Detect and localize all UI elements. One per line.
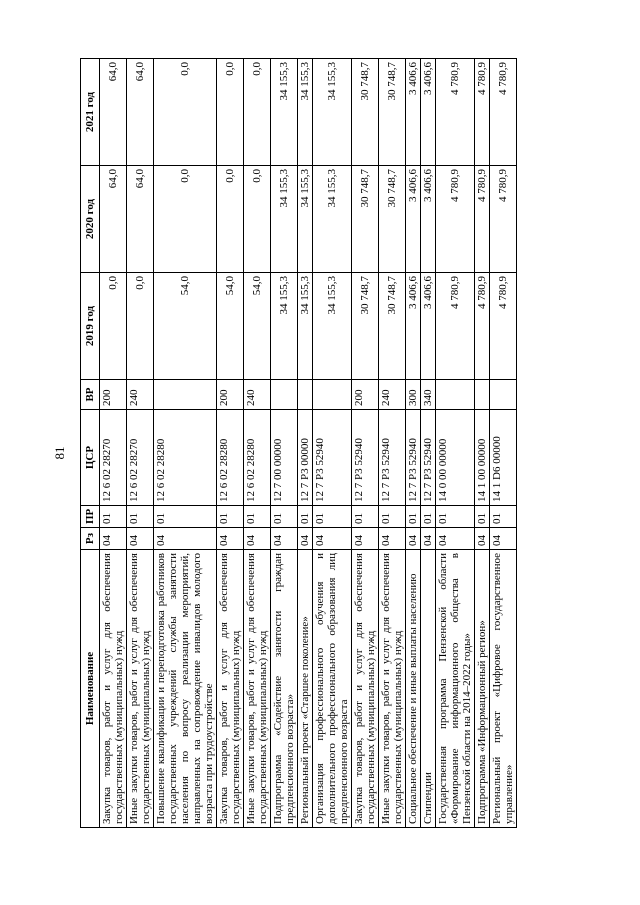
table-row — [490, 59, 517, 828]
cell-2020: 4 780,9 — [436, 166, 475, 273]
cell-name: Иные закупки товаров, работ и услуг для обеспечения государственных (муниципальных) нужд — [244, 550, 271, 828]
cell-csr: 12 6 02 28270 — [100, 410, 127, 506]
table-row — [379, 59, 406, 828]
table-row — [313, 59, 352, 828]
cell-csr: 12 7 P3 00000 — [298, 410, 313, 506]
cell-rz: 04 — [100, 528, 127, 550]
cell-name: Повышение квалификации и переподготовка работников государственных учреждений службы занятости населения по вопросу реализации мероприятий, направленных на сопровождение инвалидов молодого возраста при трудоустройстве — [154, 550, 217, 828]
cell-2019: 34 155,3 — [271, 273, 298, 380]
cell-pr: 01 — [217, 506, 244, 528]
cell-rz: 04 — [244, 528, 271, 550]
cell-2021: 3 406,6 — [406, 59, 421, 166]
cell-2020: 64,0 — [127, 166, 154, 273]
cell-rz: 04 — [352, 528, 379, 550]
cell-2019: 30 748,7 — [379, 273, 406, 380]
cell-vr — [313, 380, 352, 410]
cell-2020: 4 780,9 — [475, 166, 490, 273]
cell-name: Региональный проект «Старшее поколение» — [298, 550, 313, 828]
cell-rz: 04 — [475, 528, 490, 550]
cell-2019: 34 155,3 — [298, 273, 313, 380]
cell-name: Государственная программа Пензенской области «Формирование информационного общества в Пензенской области на 2014–2022 годы» — [436, 550, 475, 828]
table-row — [436, 59, 475, 828]
header-2019: 2019 год — [81, 273, 100, 380]
cell-vr: 240 — [379, 380, 406, 410]
cell-rz: 04 — [406, 528, 421, 550]
cell-2019: 4 780,9 — [475, 273, 490, 380]
cell-pr: 01 — [313, 506, 352, 528]
header-rz: Рз — [81, 528, 100, 550]
cell-vr — [154, 380, 217, 410]
cell-pr: 01 — [421, 506, 436, 528]
cell-name: Иные закупки товаров, работ и услуг для обеспечения государственных (муниципальных) нужд — [127, 550, 154, 828]
cell-csr: 12 7 P3 52940 — [352, 410, 379, 506]
cell-csr: 14 1 D6 00000 — [490, 410, 517, 506]
cell-pr: 01 — [436, 506, 475, 528]
table-row — [475, 59, 490, 828]
cell-vr — [436, 380, 475, 410]
cell-csr: 14 1 00 00000 — [475, 410, 490, 506]
cell-vr — [490, 380, 517, 410]
cell-2021: 0,0 — [154, 59, 217, 166]
cell-rz: 04 — [127, 528, 154, 550]
cell-vr — [475, 380, 490, 410]
cell-2020: 3 406,6 — [421, 166, 436, 273]
cell-vr: 340 — [421, 380, 436, 410]
cell-pr: 01 — [379, 506, 406, 528]
cell-2021: 30 748,7 — [379, 59, 406, 166]
cell-2021: 30 748,7 — [352, 59, 379, 166]
cell-pr: 01 — [475, 506, 490, 528]
cell-2021: 34 155,3 — [298, 59, 313, 166]
cell-name: Закупка товаров, работ и услуг для обеспечения государственных (муниципальных) нужд — [100, 550, 127, 828]
cell-rz: 04 — [421, 528, 436, 550]
table-row — [406, 59, 421, 828]
cell-name: Региональный проект «Цифровое государственное управление» — [490, 550, 517, 828]
cell-name: Социальное обеспечение и иные выплаты населению — [406, 550, 421, 828]
table-row — [244, 59, 271, 828]
header-name: Наименование — [81, 550, 100, 828]
cell-rz: 04 — [154, 528, 217, 550]
cell-pr: 01 — [100, 506, 127, 528]
cell-csr: 12 7 P3 52940 — [379, 410, 406, 506]
header-2020: 2020 год — [81, 166, 100, 273]
cell-vr: 200 — [352, 380, 379, 410]
cell-2021: 4 780,9 — [475, 59, 490, 166]
cell-2019: 4 780,9 — [436, 273, 475, 380]
header-vr: ВР — [81, 380, 100, 410]
table-row — [298, 59, 313, 828]
cell-rz: 04 — [313, 528, 352, 550]
cell-vr — [298, 380, 313, 410]
table-row — [352, 59, 379, 828]
cell-2020: 4 780,9 — [490, 166, 517, 273]
cell-2019: 34 155,3 — [313, 273, 352, 380]
cell-2021: 3 406,6 — [421, 59, 436, 166]
cell-2021: 64,0 — [127, 59, 154, 166]
cell-vr — [271, 380, 298, 410]
cell-2019: 4 780,9 — [490, 273, 517, 380]
cell-vr: 300 — [406, 380, 421, 410]
cell-name: Подпрограмма «Информационный регион» — [475, 550, 490, 828]
cell-2019: 3 406,6 — [406, 273, 421, 380]
cell-2019: 0,0 — [100, 273, 127, 380]
cell-name: Стипендии — [421, 550, 436, 828]
cell-2019: 3 406,6 — [421, 273, 436, 380]
rotated-page-content — [80, 60, 560, 828]
cell-pr: 01 — [271, 506, 298, 528]
table-row — [217, 59, 244, 828]
cell-rz: 04 — [379, 528, 406, 550]
cell-name: Иные закупки товаров, работ и услуг для обеспечения государственных (муниципальных) нужд — [379, 550, 406, 828]
cell-csr: 12 6 02 28280 — [217, 410, 244, 506]
cell-vr: 240 — [127, 380, 154, 410]
cell-vr: 240 — [244, 380, 271, 410]
cell-2020: 34 155,3 — [271, 166, 298, 273]
cell-csr: 12 7 P3 52940 — [313, 410, 352, 506]
header-csr: ЦСР — [81, 410, 100, 506]
page-number: 81 — [52, 446, 67, 460]
cell-2021: 64,0 — [100, 59, 127, 166]
cell-vr: 200 — [217, 380, 244, 410]
cell-rz: 04 — [490, 528, 517, 550]
cell-pr: 01 — [406, 506, 421, 528]
cell-2021: 0,0 — [244, 59, 271, 166]
cell-name: Закупка товаров, работ и услуг для обеспечения государственных (муниципальных) нужд — [352, 550, 379, 828]
cell-rz: 04 — [217, 528, 244, 550]
cell-csr: 12 7 00 00000 — [271, 410, 298, 506]
cell-2020: 64,0 — [100, 166, 127, 273]
header-pr: ПР — [81, 506, 100, 528]
cell-csr: 12 7 P3 52940 — [421, 410, 436, 506]
cell-2020: 30 748,7 — [379, 166, 406, 273]
cell-csr: 12 6 02 28280 — [154, 410, 217, 506]
cell-vr: 200 — [100, 380, 127, 410]
cell-2020: 30 748,7 — [352, 166, 379, 273]
cell-2019: 0,0 — [127, 273, 154, 380]
cell-pr: 01 — [352, 506, 379, 528]
budget-table — [80, 58, 517, 828]
cell-2019: 30 748,7 — [352, 273, 379, 380]
cell-rz: 04 — [271, 528, 298, 550]
cell-2019: 54,0 — [217, 273, 244, 380]
cell-2019: 54,0 — [244, 273, 271, 380]
table-row — [100, 59, 127, 828]
cell-pr: 01 — [127, 506, 154, 528]
cell-name: Подпрограмма «Содействие занятости граждан предпенсионного возраста» — [271, 550, 298, 828]
cell-2021: 4 780,9 — [436, 59, 475, 166]
cell-2020: 3 406,6 — [406, 166, 421, 273]
cell-csr: 14 0 00 00000 — [436, 410, 475, 506]
cell-name: Закупка товаров, работ и услуг для обеспечения государственных (муниципальных) нужд — [217, 550, 244, 828]
table-header-row — [81, 59, 100, 828]
cell-2021: 34 155,3 — [313, 59, 352, 166]
cell-pr: 01 — [298, 506, 313, 528]
cell-rz: 04 — [436, 528, 475, 550]
cell-name: Организация профессионального обучения и дополнительного профессионального образования лиц предпенсионного возраста — [313, 550, 352, 828]
cell-2020: 34 155,3 — [298, 166, 313, 273]
cell-2020: 0,0 — [154, 166, 217, 273]
cell-2020: 0,0 — [244, 166, 271, 273]
table-row — [154, 59, 217, 828]
cell-2020: 0,0 — [217, 166, 244, 273]
cell-2020: 34 155,3 — [313, 166, 352, 273]
cell-csr: 12 6 02 28270 — [127, 410, 154, 506]
cell-csr: 12 7 P3 52940 — [406, 410, 421, 506]
cell-2021: 0,0 — [217, 59, 244, 166]
cell-2021: 34 155,3 — [271, 59, 298, 166]
cell-pr: 01 — [244, 506, 271, 528]
cell-pr: 01 — [154, 506, 217, 528]
table-row — [421, 59, 436, 828]
cell-rz: 04 — [298, 528, 313, 550]
cell-pr: 01 — [490, 506, 517, 528]
table-body — [100, 59, 517, 828]
header-2021: 2021 год — [81, 59, 100, 166]
table-row — [271, 59, 298, 828]
cell-2019: 54,0 — [154, 273, 217, 380]
table-row — [127, 59, 154, 828]
cell-csr: 12 6 02 28280 — [244, 410, 271, 506]
cell-2021: 4 780,9 — [490, 59, 517, 166]
